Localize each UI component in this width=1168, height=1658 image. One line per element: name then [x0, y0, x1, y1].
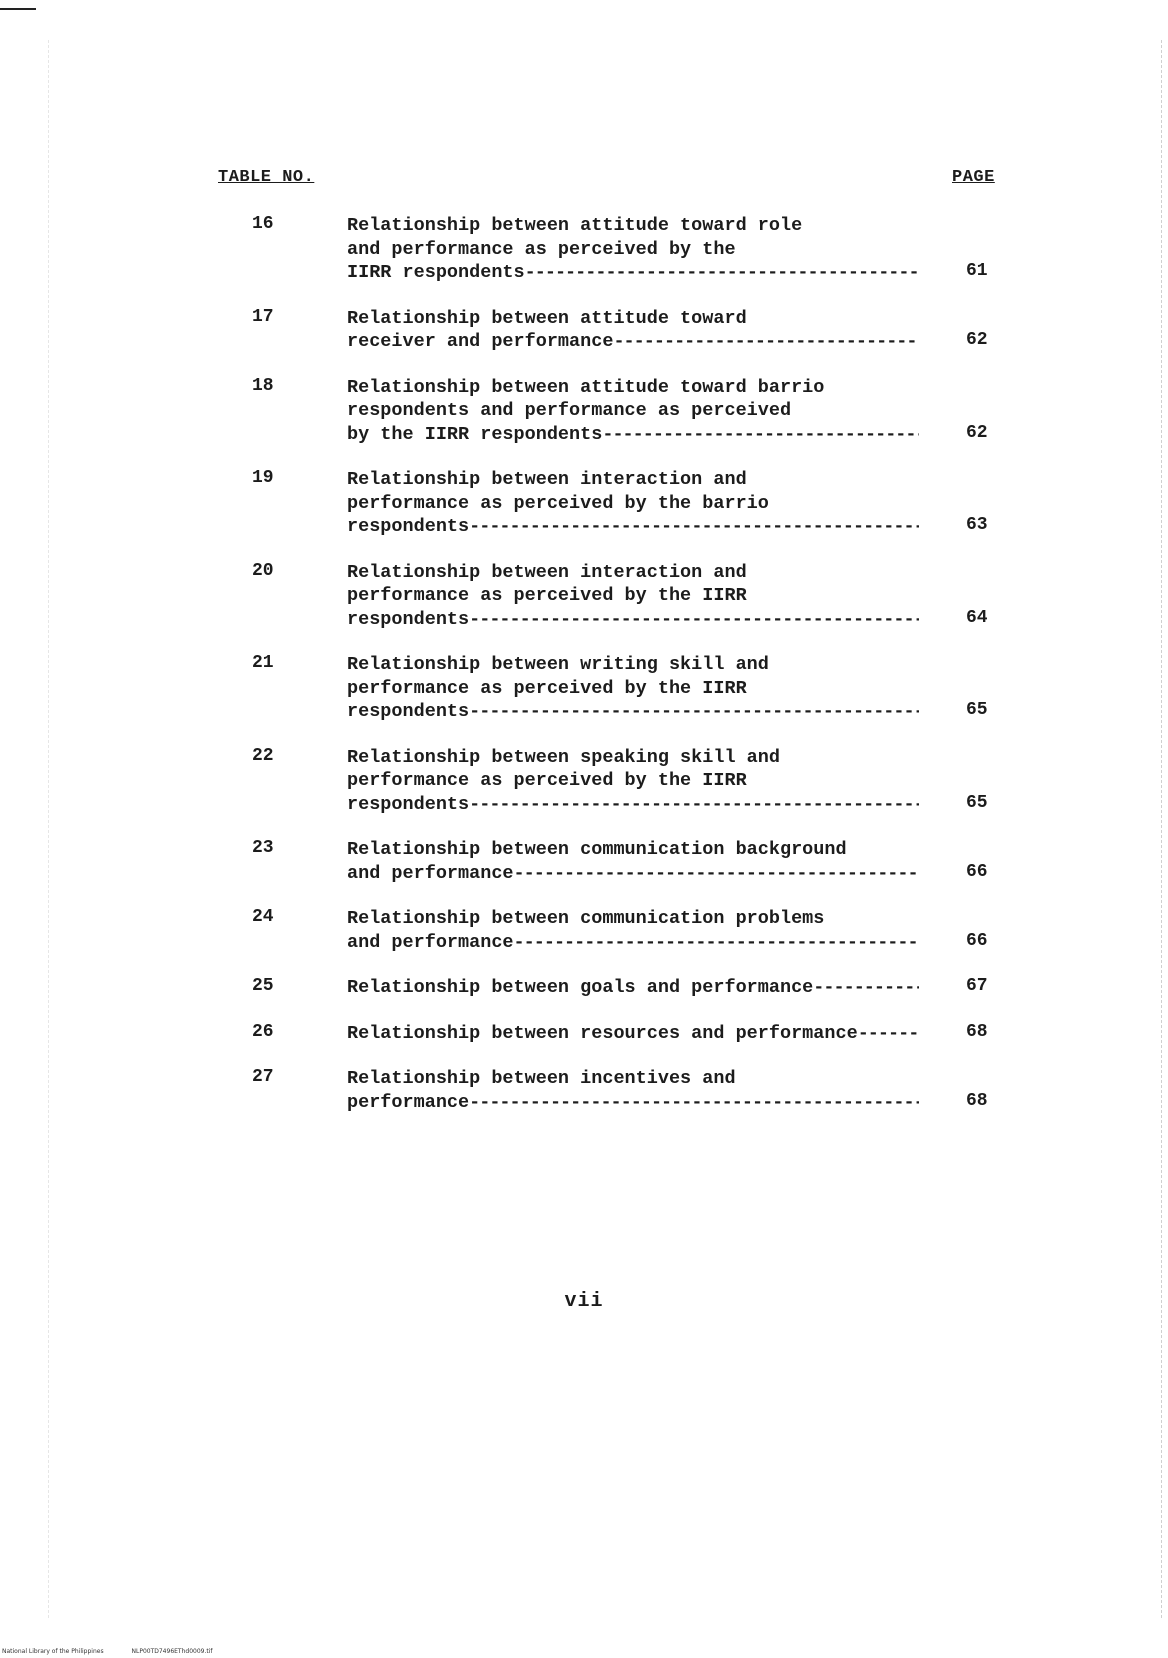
entry-page-number: 67 [966, 976, 988, 996]
entry-title-line: Relationship between attitude toward role [347, 215, 803, 236]
entry-title-line: respondents ----- [347, 793, 919, 817]
entry-title-line: respondents ----- [347, 608, 919, 632]
toc-entry [0, 561, 1168, 632]
entry-page-number: 62 [966, 422, 988, 443]
entry-title [347, 1022, 919, 1046]
entry-title-line: and performance ----- [347, 862, 919, 886]
table-of-contents-list [0, 214, 1168, 1136]
entry-page-number: 63 [966, 515, 988, 535]
entry-title [347, 976, 919, 1000]
entry-title-line: Relationship between interaction and [347, 469, 747, 490]
entry-title-line: by the IIRR respondents ----- [347, 423, 919, 447]
entry-page-number: 66 [966, 861, 988, 882]
entry-page-number: 68 [966, 1090, 988, 1111]
entry-title [347, 1067, 919, 1114]
entry-title [347, 307, 919, 354]
entry-title-line: Relationship between attitude toward [347, 307, 747, 329]
page-header: PAGE [952, 168, 995, 187]
scan-corner-mark [0, 8, 36, 10]
entry-number: 24 [252, 907, 274, 927]
entry-page-number: 66 [966, 930, 988, 951]
toc-entry [0, 838, 1168, 885]
entry-title [347, 376, 919, 447]
entry-number: 18 [252, 375, 274, 396]
entry-number: 16 [252, 214, 274, 234]
toc-entry [0, 307, 1168, 354]
entry-title-line: respondents and performance as perceived [347, 400, 792, 421]
toc-entry [0, 1022, 1168, 1046]
entry-title [347, 214, 919, 285]
entry-title-line: Relationship between writing skill and [347, 654, 769, 675]
entry-page-number: 65 [966, 700, 988, 720]
entry-title-line: Relationship between resources and performance ----- [347, 1022, 919, 1046]
entry-title-line: performance as perceived by the IIRR [347, 585, 747, 606]
entry-page-number: 62 [966, 330, 988, 350]
entry-number: 20 [252, 560, 274, 581]
entry-title [347, 653, 919, 724]
entry-title-line: receiver and performance ----- [347, 330, 919, 354]
toc-entry [0, 653, 1168, 724]
entry-number: 25 [252, 976, 274, 996]
entry-title-line: Relationship between speaking skill and [347, 746, 780, 768]
toc-entry [0, 907, 1168, 954]
entry-title-line: Relationship between communication background [347, 839, 847, 860]
entry-title [347, 561, 919, 632]
entry-number: 26 [252, 1021, 274, 1042]
footer-library: National Library of the Philippines [2, 1648, 104, 1655]
entry-title-line: Relationship between attitude toward barrio [347, 376, 825, 398]
page-folio: vii [564, 1290, 604, 1313]
entry-title-line: Relationship between interaction and [347, 561, 747, 583]
entry-number: 22 [252, 745, 274, 766]
entry-number: 27 [252, 1067, 274, 1087]
entry-title-line: and performance as perceived by the [347, 238, 736, 260]
entry-title-line: IIRR respondents ----- [347, 261, 919, 285]
entry-title-line: performance as perceived by the barrio [347, 492, 769, 514]
entry-page-number: 61 [966, 261, 988, 281]
entry-page-number: 68 [966, 1021, 988, 1042]
entry-title [347, 468, 919, 539]
toc-entry [0, 468, 1168, 539]
table-no-header: TABLE NO. [218, 168, 315, 187]
toc-entry [0, 1067, 1168, 1114]
entry-page-number: 65 [966, 792, 988, 813]
entry-title-line: respondents ----- [347, 700, 919, 724]
entry-title-line: performance as perceived by the IIRR [347, 677, 747, 699]
entry-title [347, 746, 919, 817]
entry-number: 17 [252, 306, 274, 327]
toc-entry [0, 746, 1168, 817]
entry-title [347, 907, 919, 954]
entry-page-number: 64 [966, 607, 988, 628]
entry-number: 19 [252, 468, 274, 488]
entry-title [347, 838, 919, 885]
entry-title-line: performance ----- [347, 1091, 919, 1115]
toc-entry [0, 376, 1168, 447]
entry-number: 21 [252, 653, 274, 673]
entry-title-line: Relationship between goals and performance ----- [347, 976, 919, 1000]
entry-title-line: respondents ----- [347, 515, 919, 539]
entry-title-line: Relationship between communication problems [347, 908, 825, 929]
footer-file: NLP00TD7496EThd0009.tif [131, 1648, 213, 1655]
entry-title-line: and performance ----- [347, 931, 919, 955]
scan-footer [2, 1648, 239, 1655]
entry-title-line: performance as perceived by the IIRR [347, 770, 747, 791]
entry-title-line: Relationship between incentives and [347, 1068, 736, 1089]
toc-entry [0, 976, 1168, 1000]
toc-entry [0, 214, 1168, 285]
entry-number: 23 [252, 838, 274, 858]
